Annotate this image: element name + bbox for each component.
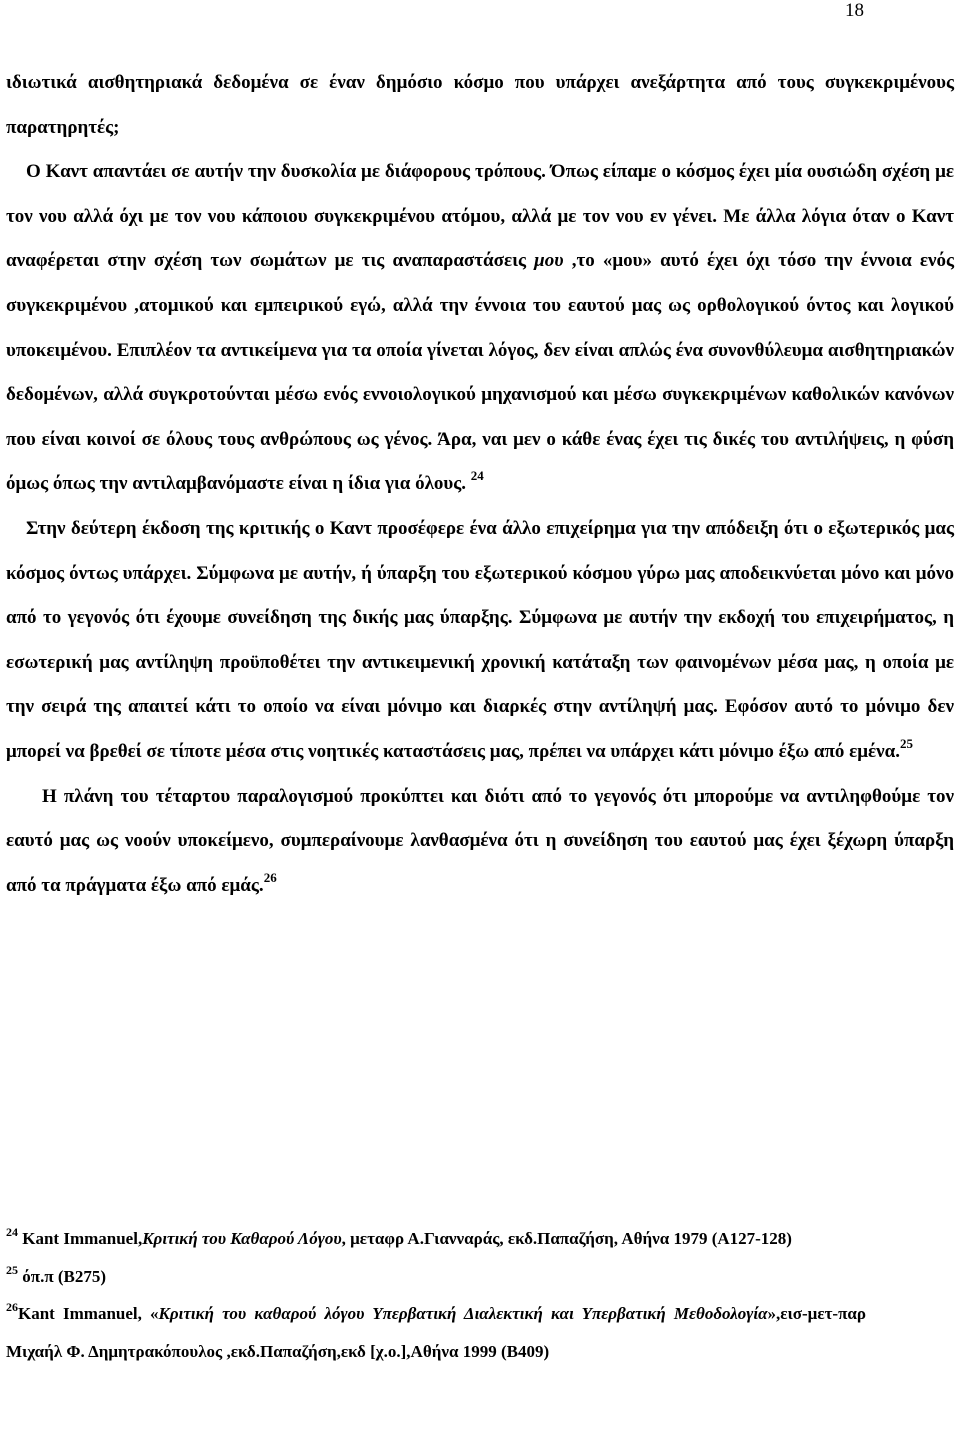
page-number: 18	[845, 0, 864, 21]
footnote-26-post: »,εισ-μετ-παρ Μιχαήλ Φ. Δημητρακόπουλος ,εκδ.Παπαζήση,εκδ [χ.ο.],Αθήνα 1999 (Β409)	[6, 1304, 866, 1361]
footnote-25	[6, 1258, 866, 1296]
footnote-ref-26[interactable]: 26	[263, 869, 277, 885]
paragraph-2-text-a: Ο Καντ απαντάει σε αυτήν την δυσκολία με διάφορους τρόπους. Όπως είπαμε ο κόσμος έχει μία ουσιώδη σχέση με τον νου αλλά όχι με τον νου κάποιου συγκεκριμένου ατόμου, αλλά με τον νου εν γένει. Με άλλα λόγια όταν ο Καντ αναφέρεται στην σχέση των σωμάτων με τις αναπαραστάσεις	[6, 161, 954, 272]
footnote-ref-25[interactable]: 25	[899, 735, 913, 751]
footnote-25-pre: όπ.π (Β275)	[18, 1266, 107, 1286]
footnote-mark-25: 25	[6, 1262, 18, 1277]
footnote-26-pre: Kant Immanuel, «	[18, 1304, 159, 1323]
main-text	[6, 61, 954, 908]
footnote-mark-24: 24	[6, 1225, 18, 1239]
paragraph-3	[6, 507, 954, 775]
footnote-ref-24[interactable]: 24	[470, 468, 484, 484]
paragraph-1	[6, 61, 954, 150]
footnote-24-post: , μεταφρ Α.Γιανναράς, εκδ.Παπαζήση, Αθήνα 1979 (Α127-128)	[341, 1229, 792, 1248]
paragraph-2-emphasis: μου	[534, 250, 564, 272]
footnote-24-title: Κριτική του Καθαρού Λόγου	[142, 1229, 342, 1248]
paragraph-3-text: Στην δεύτερη έκδοση της κριτικής ο Καντ προσέφερε ένα άλλο επιχείρημα για την απόδειξη ότι ο εξωτερικός μας κόσμος όντως υπάρχει. Σύμφωνα με αυτήν, ή ύπαρξη του εξωτερικού κόσμου γύρω μας αποδεικνύεται μόνο και μόνο από το γεγονός ότι έχουμε συνείδηση της δικής μας ύπαρξης. Σύμφωνα με αυτήν την εκδοχή του επιχειρήματος, η εσωτερική μας αντίληψη προϋποθέτει την αντικειμενική χρονική κατάταξη των φαινομένων μέσα μας, η οποία με την σειρά της απαιτεί κάτι το οποίο να είναι μόνιμο και διαρκές στην αντίληψή μας. Εφόσον αυτό το μόνιμο δεν μπορεί να βρεθεί σε τίποτε μέσα στις νοητικές καταστάσεις μας, πρέπει να υπάρχει κάτι μόνιμο έξω από εμένα.	[6, 517, 954, 762]
footnote-24-pre: Kant Immanuel,	[18, 1229, 143, 1248]
footnote-mark-26: 26	[6, 1300, 18, 1314]
paragraph-1-text: ιδιωτικά αισθητηριακά δεδομένα σε έναν δημόσιο κόσμο που υπάρχει ανεξάρτητα από τους συγκεκριμένους παρατηρητές;	[6, 72, 954, 138]
footnotes	[6, 1220, 866, 1370]
paragraph-4-text: Η πλάνη του τέταρτου παραλογισμού προκύπτει και διότι από το γεγονός ότι μπορούμε να αντιληφθούμε τον εαυτό μας ως νοούν υποκείμενο, συμπεραίνουμε λανθασμένα ότι η συνείδηση του εαυτού μας έχει ξέχωρη ύπαρξη από τα πράγματα έξω από εμάς.	[6, 785, 954, 896]
footnote-26-title: Κριτική του καθαρού λόγου Υπερβατική Διαλεκτική και Υπερβατική Μεθοδολογία	[158, 1304, 768, 1323]
footnote-26	[6, 1295, 866, 1370]
footnote-24	[6, 1220, 866, 1258]
paragraph-2	[6, 150, 954, 507]
paragraph-4	[6, 775, 954, 909]
paragraph-2-text-b: ,το «μου» αυτό έχει όχι τόσο την έννοια ενός συγκεκριμένου ,ατομικού και εμπειρικού εγώ, αλλά την έννοια του εαυτού μας ως ορθολογικού όντος και λογικού υποκειμένου. Επιπλέον τα αντικείμενα για τα οποία γίνεται λόγος, δεν είναι απλώς ένα συνονθύλευμα αισθητηριακών δεδομένων, αλλά συγκροτούνται μέσω ενός εννοιολογικού μηχανισμού και μέσω συγκεκριμένων καθολικών κανόνων που είναι κοινοί σε όλους τους ανθρώπους ως γένος. Άρα, ναι μεν ο κάθε ένας έχει τις δικές του αντιλήψεις, η φύση όμως όπως την αντιλαμβανόμαστε είναι η ίδια για όλους.	[6, 250, 954, 495]
